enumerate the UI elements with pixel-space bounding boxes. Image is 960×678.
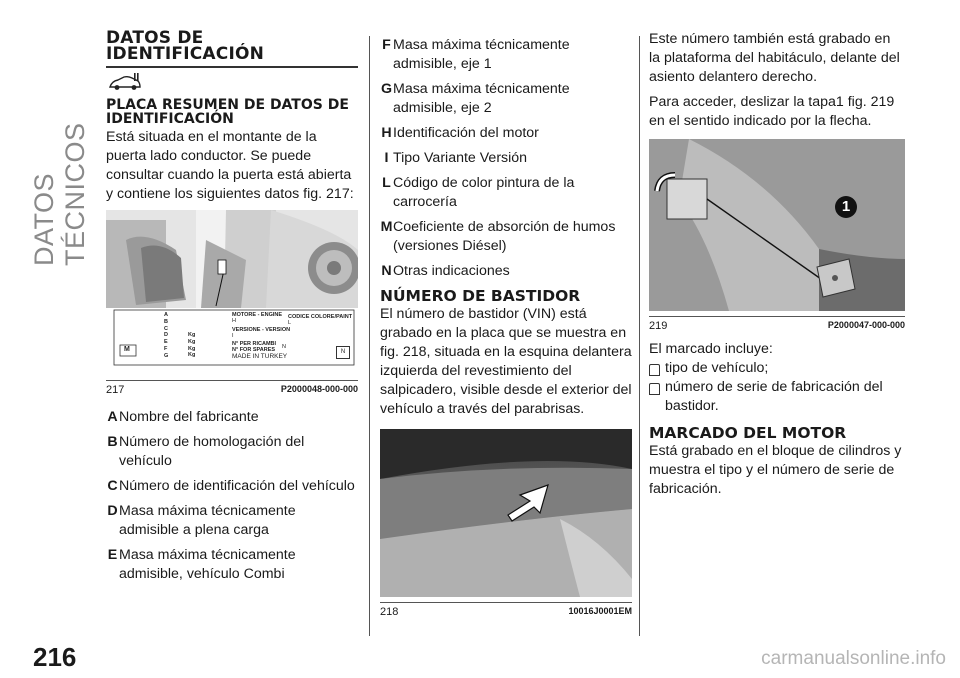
- windshield-vin-illustration: [380, 429, 632, 597]
- figure-217-caption: [106, 380, 358, 396]
- intro-paragraph: Está situada en el montante de la puerta lado conductor. Se puede consultar cuando la puerta está abierta y contiene los siguientes datos fig. 217:: [106, 129, 354, 202]
- plate-h: H: [232, 318, 236, 324]
- heading-engine-marking: MARCADO DEL MOTOR: [649, 424, 847, 442]
- bullet-item: número de serie de fabricación del bastidor.: [649, 378, 905, 416]
- side-section-title: [29, 26, 90, 266]
- legend-item: A Nombre del fabricante: [107, 409, 259, 425]
- car-model-icon: [108, 72, 142, 92]
- para-access: Para acceder, deslizar la tapa1 fig. 219 en el sentido indicado por la flecha.: [649, 94, 895, 129]
- marking-intro: El marcado incluye:: [649, 341, 773, 357]
- section-title: DATOS DE IDENTIFICACIÓN: [106, 28, 265, 64]
- bullet-item: tipo de vehículo;: [649, 359, 905, 378]
- plate-overlay: [114, 310, 354, 365]
- heading-vin: NÚMERO DE BASTIDOR: [380, 287, 581, 305]
- plate-i: I: [232, 333, 234, 339]
- plate-n-box: N: [336, 346, 350, 359]
- legend-item: L Código de color pintura de la carrocería: [382, 175, 575, 210]
- plate-ricambi: N° PER RICAMBI: [232, 341, 277, 347]
- legend-item: H Identificación del motor: [381, 125, 539, 141]
- figure-code: P2000048-000-000: [280, 384, 358, 394]
- plate-codice: CODICE COLORE/PAINT: [288, 314, 353, 320]
- figure-number: 217: [106, 384, 125, 396]
- column-divider-2: [639, 36, 640, 636]
- legend-item: D Masa máxima técnicamente admisible a plena carga: [107, 503, 296, 538]
- column-1: [106, 30, 358, 590]
- plate-spares: N° FOR SPARES: [232, 347, 276, 353]
- vehicle-icons: [108, 72, 358, 92]
- footer-watermark: carmanualsonline.info: [761, 648, 946, 669]
- figure-code: 10016J0001EM: [568, 606, 632, 616]
- legend-item: F Masa máxima técnicamente admisible, eje 1: [382, 37, 570, 72]
- figure-number: 219: [649, 320, 668, 332]
- column-3: [649, 30, 905, 505]
- page-number: 216: [33, 642, 77, 672]
- callout-1: 1: [841, 198, 851, 215]
- column-2: [380, 36, 632, 624]
- engine-paragraph: Está grabado en el bloque de cilindros y muestra el tipo y el número de serie de fabricación.: [649, 443, 902, 497]
- legend-list-1: [106, 408, 358, 584]
- floor-cover-illustration: [649, 139, 905, 311]
- plate-letter-list: A B C D E F G: [164, 312, 169, 359]
- legend-item: G Masa máxima técnicamente admisible, eje 2: [380, 81, 570, 116]
- column-divider-1: [369, 36, 370, 636]
- vin-paragraph: El número de bastidor (VIN) está grabado en la placa que se muestra en fig. 218, situada en la esquina delantera izquierda del revestimiento del salpicadero, visible desde el exterior del vehículo a través del parabrisas.: [380, 306, 632, 417]
- plate-n: N: [282, 344, 286, 350]
- plate-made: MADE IN TURKEY: [232, 353, 288, 360]
- figure-219: [649, 139, 905, 332]
- title-rule: [106, 66, 358, 68]
- para-platform: Este número también está grabado en la plataforma del habitáculo, delante del asiento delantero derecho.: [649, 31, 900, 85]
- legend-item: I Tipo Variante Versión: [384, 150, 528, 166]
- subheading-plate: PLACA RESUMEN DE DATOS DE IDENTIFICACIÓN: [106, 97, 349, 127]
- figure-217: [106, 210, 358, 396]
- figure-code: P2000047-000-000: [827, 320, 905, 330]
- legend-item: C Número de identificación del vehículo: [107, 478, 355, 494]
- figure-218: [380, 429, 632, 618]
- checkbox-bullet-icon: [649, 364, 660, 376]
- figure-number: 218: [380, 606, 399, 618]
- legend-item: N Otras indicaciones: [381, 263, 510, 279]
- figure-218-caption: [380, 602, 632, 618]
- legend-item: M Coeficiente de absorción de humos (versiones Diésel): [380, 219, 616, 254]
- legend-list-2: [380, 36, 632, 281]
- checkbox-bullet-icon: [649, 383, 660, 395]
- figure-219-caption: [649, 316, 905, 332]
- plate-label-m: M: [124, 346, 130, 353]
- legend-item: B Número de homologación del vehículo: [107, 434, 305, 469]
- side-section-title-text: DATOS TÉCNICOS: [29, 122, 90, 266]
- plate-kg-list: Kg Kg Kg Kg: [188, 332, 196, 359]
- legend-item: E Masa máxima técnicamente admisible, vehículo Combi: [107, 547, 296, 582]
- plate-versione: VERSIONE - VERSION: [232, 327, 291, 333]
- plate-l: L: [288, 320, 292, 326]
- plate-motore: MOTORE - ENGINE: [232, 312, 283, 318]
